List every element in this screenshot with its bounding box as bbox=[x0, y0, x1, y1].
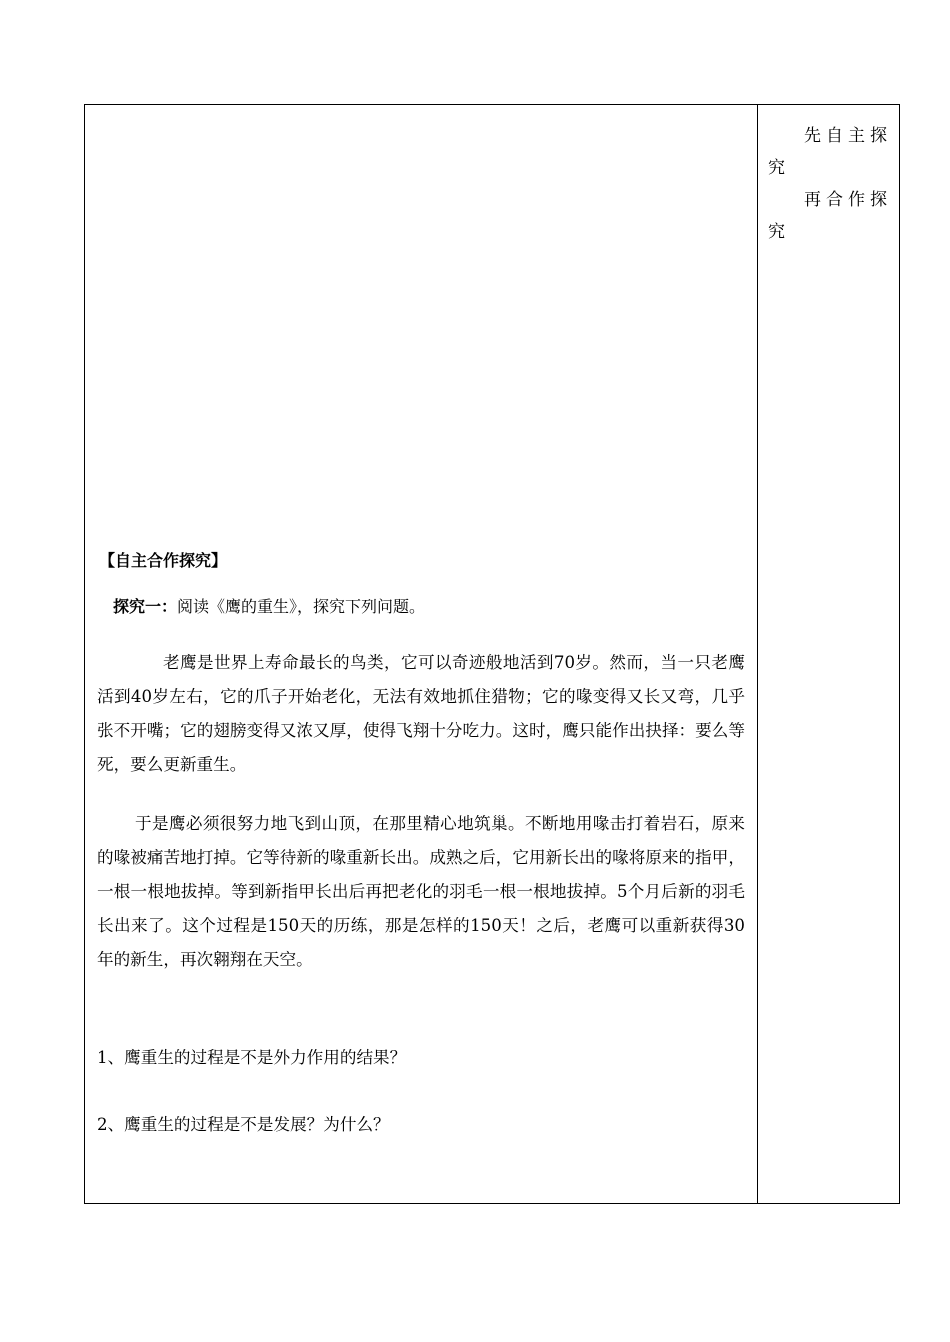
inquiry-text: 阅读《鹰的重生》，探究下列问题。 bbox=[177, 597, 426, 616]
side-note-2: 再合作探究 bbox=[768, 190, 890, 242]
section-heading: 【自主合作探究】 bbox=[99, 551, 228, 570]
passage-paragraph-2: 于是鹰必须很努力地飞到山顶，在那里精心地筑巢。不断地用喙击打着岩石，原来的喙被痛苦地打掉。它等待新的喙重新长出。成熟之后，它用新长出的喙将原来的指甲，一根一根地拔掉。等到新指甲长出后再把老化的羽毛一根一根地拔掉。5个月后新的羽毛长出来了。这个过程是150天的历练，那是怎样的150天！之后，老鹰可以重新获得30年的新生，再次翱翔在天空。 bbox=[97, 814, 745, 969]
main-content-cell bbox=[85, 105, 757, 1203]
passage-paragraph-1: 老鹰是世界上寿命最长的鸟类，它可以奇迹般地活到70岁。然而，当一只老鹰活到40岁左右，它的爪子开始老化，无法有效地抓住猎物；它的喙变得又长又弯，几乎张不开嘴；它的翅膀变得又浓又厚，使得飞翔十分吃力。这时，鹰只能作出抉择：要么等死，要么更新重生。 bbox=[97, 653, 745, 774]
side-note-1: 先自主探究 bbox=[768, 126, 890, 178]
side-note-cell bbox=[758, 105, 900, 1203]
inquiry-prompt bbox=[113, 595, 425, 619]
question-2: 2、鹰重生的过程是不是发展？为什么？ bbox=[97, 1115, 390, 1134]
inquiry-label: 探究一： bbox=[113, 597, 178, 616]
lesson-table bbox=[84, 104, 900, 1204]
question-1: 1、鹰重生的过程是不是外力作用的结果？ bbox=[97, 1048, 407, 1067]
